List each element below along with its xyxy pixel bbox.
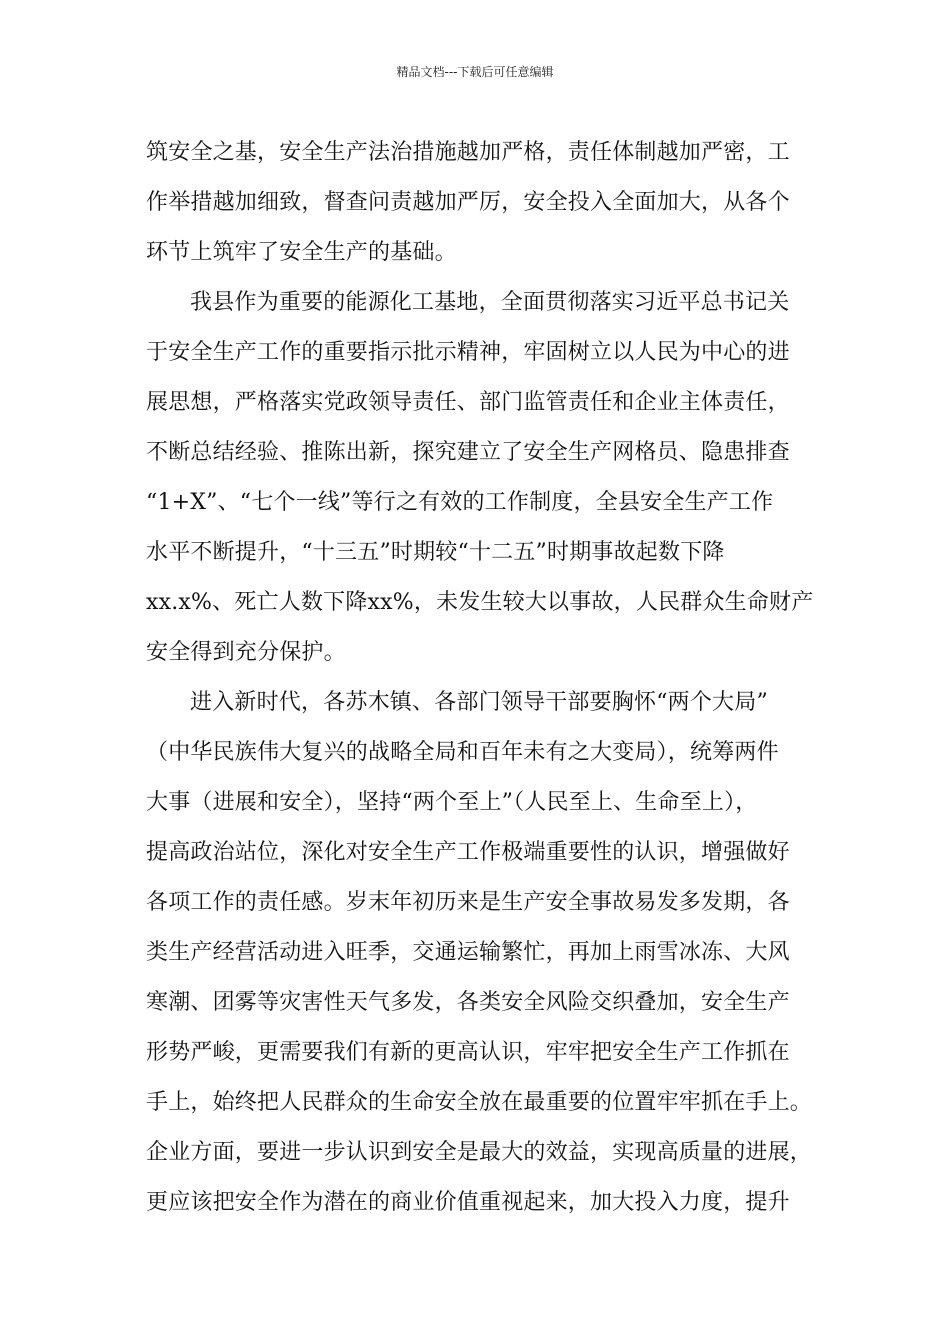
paragraph-2-line-5: “1+X”、“七个一线”等行之有效的工作制度，全县安全生产工作 [146, 490, 774, 515]
paragraph-3-line-11: 更应该把安全作为潜在的商业价值重视起来，加大投入力度，提升 [146, 1190, 790, 1215]
paragraph-3-line-1: 进入新时代，各苏木镇、各部门领导干部要胸怀“两个大局” [190, 690, 768, 715]
paragraph-2-line-4: 不断总结经验、推陈出新，探究建立了安全生产网格员、隐患排查 [146, 440, 790, 465]
paragraph-3-line-8: 形势严峻，更需要我们有新的更高认识，牢牢把安全生产工作抓在 [146, 1040, 790, 1065]
paragraph-1-line-3: 环节上筑牢了安全生产的基础。 [146, 240, 457, 265]
paragraph-2-line-6: 水平不断提升，“十三五”时期较“十二五”时期事故起数下降 [146, 540, 725, 565]
paragraph-3-line-9: 手上，始终把人民群众的生命安全放在最重要的位置牢牢抓在手上。 [146, 1090, 813, 1115]
paragraph-2-line-7: xx.x%、死亡人数下降xx%，未发生较大以事故，人民群众生命财产 [146, 590, 814, 615]
paragraph-3-line-7: 寒潮、团雾等灾害性天气多发，各类安全风险交织叠加，安全生产 [146, 990, 790, 1015]
paragraph-3-line-3: 大事（进展和安全），坚持“两个至上”（人民至上、生命至上）， [146, 790, 758, 815]
paragraph-2-line-8: 安全得到充分保护。 [146, 640, 346, 665]
paragraph-3-line-2: （中华民族伟大复兴的战略全局和百年未有之大变局），统筹两件 [146, 740, 779, 765]
document-body [146, 128, 822, 1228]
paragraph-2-line-2: 于安全生产工作的重要指示批示精神，牢固树立以人民为中心的进 [146, 340, 790, 365]
paragraph-1-line-2: 作举措越加细致，督查问责越加严厉，安全投入全面加大，从各个 [146, 190, 790, 215]
paragraph-3-line-10: 企业方面，要进一步认识到安全是最大的效益，实现高质量的进展， [146, 1140, 813, 1165]
paragraph-2-line-1: 我县作为重要的能源化工基地，全面贯彻落实习近平总书记关 [190, 290, 790, 315]
paragraph-3-line-6: 类生产经营活动进入旺季，交通运输繁忙，再加上雨雪冰冻、大风 [146, 940, 790, 965]
paragraph-3-line-5: 各项工作的责任感。岁末年初历来是生产安全事故易发多发期，各 [146, 890, 790, 915]
paragraph-2-line-3: 展思想，严格落实党政领导责任、部门监管责任和企业主体责任， [146, 390, 790, 415]
paragraph-3-line-4: 提高政治站位，深化对安全生产工作极端重要性的认识，增强做好 [146, 840, 790, 865]
paragraph-1-line-1: 筑安全之基，安全生产法治措施越加严格，责任体制越加严密，工 [146, 140, 790, 165]
page-header-watermark: 精品文档---下载后可任意编辑 [396, 65, 554, 79]
